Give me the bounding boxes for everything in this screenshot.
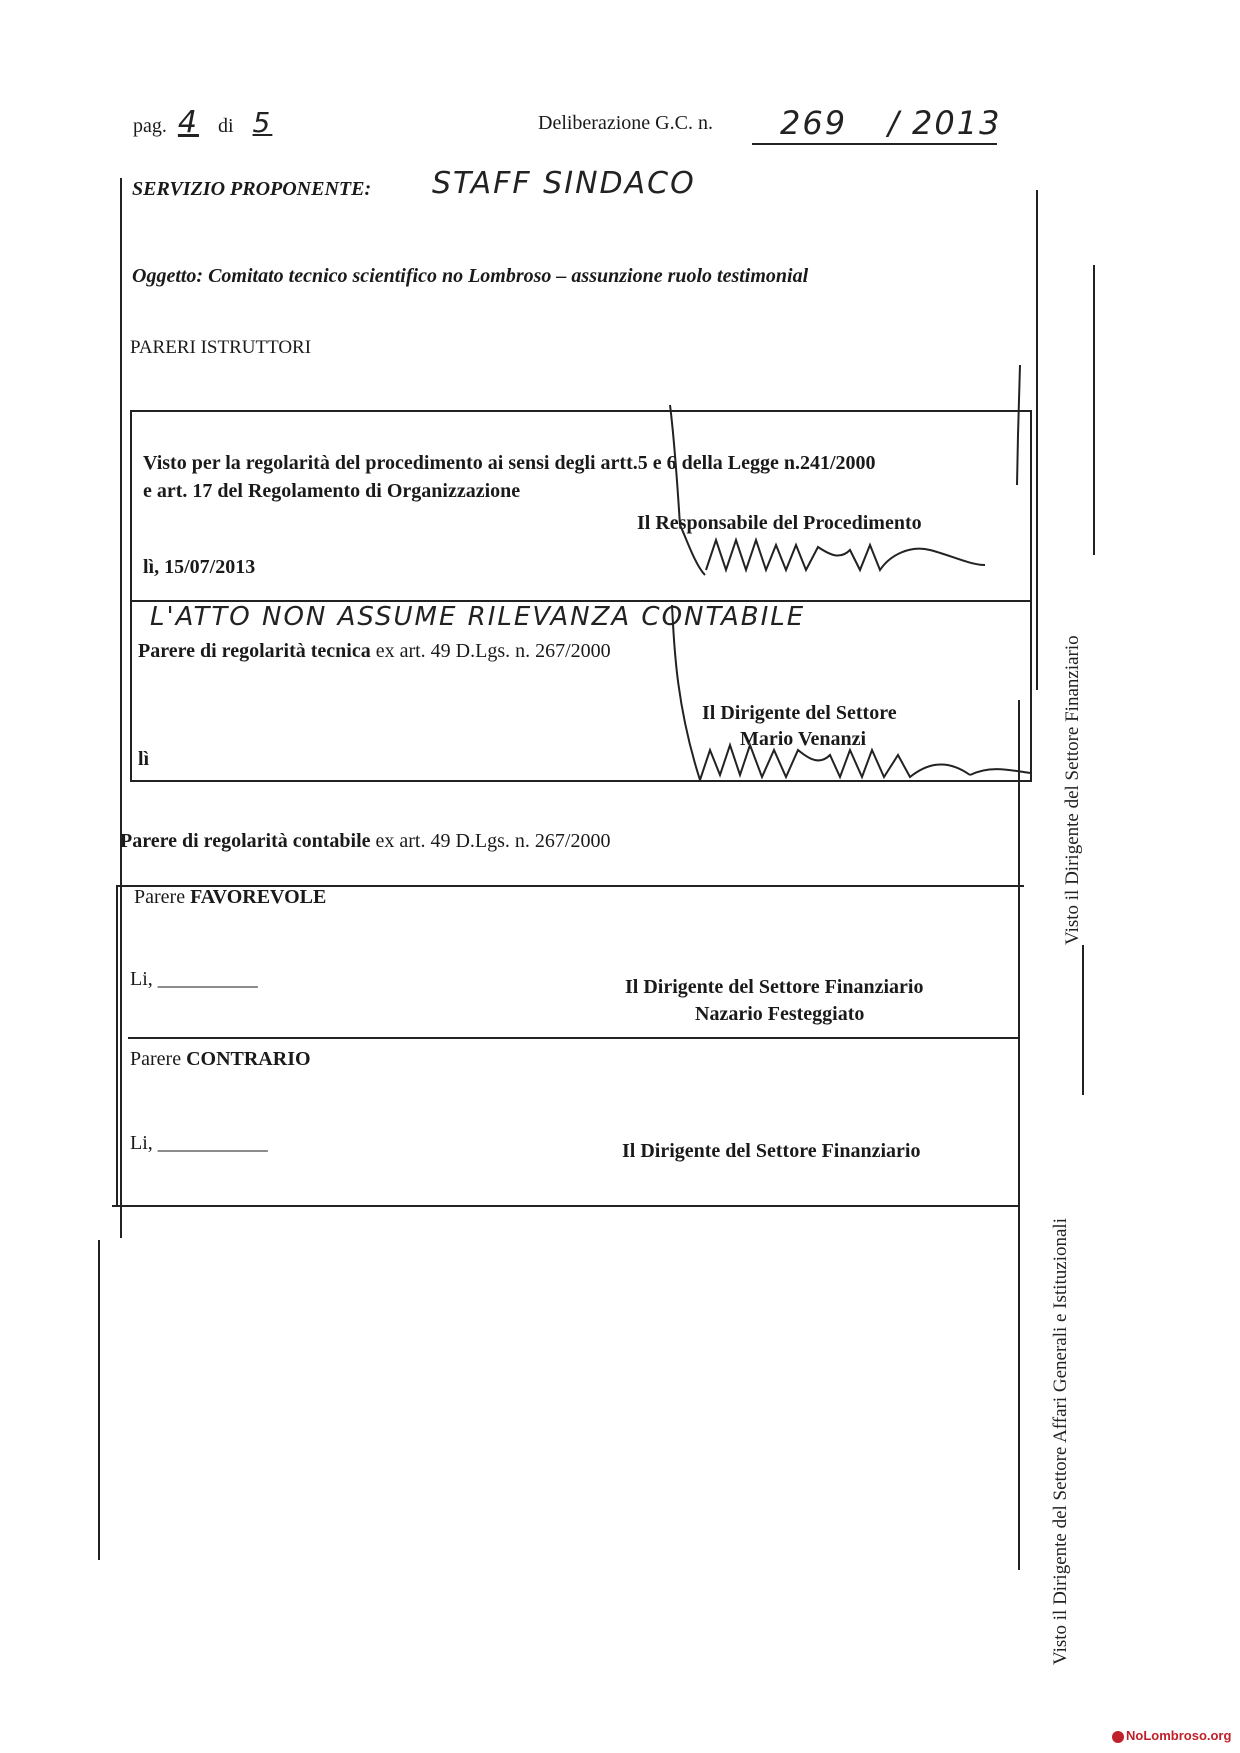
page-prefix: pag. — [133, 115, 167, 137]
signature-scribbles — [670, 405, 1030, 795]
delib-num: 269 — [780, 104, 848, 142]
signer1-name: Nazario Festeggiato — [695, 1003, 865, 1025]
contabile-bold: Parere di regolarità contabile — [120, 830, 371, 852]
box1-signer: Il Responsabile del Procedimento — [637, 512, 922, 534]
watermark-logo-icon — [1112, 1731, 1124, 1743]
delib-label: Deliberazione G.C. n. — [538, 112, 713, 134]
li-1: Li, __________ — [130, 968, 258, 990]
box2-handwritten: L'ATTO NON ASSUME RILEVANZA CONTABILE — [150, 602, 806, 632]
fav-prefix: Parere — [134, 886, 191, 908]
page-of: di — [217, 115, 234, 137]
signer1-title: Il Dirigente del Settore Finanziario — [625, 976, 924, 998]
side-line-2 — [1082, 945, 1084, 1095]
side-line-1 — [1093, 265, 1095, 555]
delib-underline — [752, 143, 997, 145]
box1-line1: Visto per la regolarità del procedimento ai sensi degli artt.5 e 6 della Legge n.241/2000 — [143, 452, 876, 474]
watermark — [1112, 1728, 1231, 1743]
frame-right-lower — [1018, 700, 1020, 1570]
box2-parere-rest: ex art. 49 D.Lgs. n. 267/2000 — [370, 640, 611, 662]
parere-favorevole — [134, 886, 326, 909]
contabile-rest: ex art. 49 D.Lgs. n. 267/2000 — [370, 830, 611, 852]
servizio-label: SERVIZIO PROPONENTE: — [132, 178, 372, 200]
side-affari: Visto il Dirigente del Settore Affari Generali e Istituzionali — [1050, 1218, 1071, 1665]
con-prefix: Parere — [130, 1048, 187, 1070]
servizio-value: STAFF SINDACO — [432, 166, 696, 201]
delib-year: 2013 — [912, 104, 1002, 142]
frame-left-lower — [98, 1240, 100, 1560]
box2-parere — [138, 640, 611, 663]
signature-tail — [970, 769, 1030, 775]
watermark-text: NoLombroso.org — [1126, 1728, 1232, 1743]
side-finanziario: Visto il Dirigente del Settore Finanziario — [1062, 635, 1083, 945]
box1-date: lì, 15/07/2013 — [143, 556, 256, 578]
box2-parere-bold: Parere di regolarità tecnica — [138, 640, 371, 662]
box2-signer-name: Mario Venanzi — [740, 728, 867, 750]
parere-contrario — [130, 1048, 311, 1071]
signer2-title: Il Dirigente del Settore Finanziario — [622, 1140, 921, 1162]
page-num: 4 — [177, 105, 199, 140]
pareri-title: PARERI ISTRUTTORI — [130, 337, 312, 358]
box2-signer-title: Il Dirigente del Settore — [702, 702, 897, 724]
page-number — [133, 105, 272, 140]
con-word: CONTRARIO — [186, 1048, 311, 1070]
box3-divider — [128, 1037, 1020, 1039]
fav-word: FAVOREVOLE — [190, 886, 327, 908]
page-total: 5 — [252, 106, 273, 139]
frame-right-upper — [1036, 190, 1038, 690]
oggetto: Oggetto: Comitato tecnico scientifico no Lombroso – assunzione ruolo testimonial — [132, 265, 809, 287]
box3-left — [116, 885, 118, 1205]
frame-left — [120, 178, 122, 1238]
box2-li: lì — [138, 748, 150, 770]
signature-procedimento — [670, 365, 1020, 575]
box3-bottom — [112, 1205, 1018, 1207]
contabile-title — [120, 830, 610, 853]
delib-sep: / — [888, 104, 901, 142]
box1-line2: e art. 17 del Regolamento di Organizzazione — [143, 480, 521, 502]
li-2: Li, ___________ — [130, 1132, 268, 1154]
signature-dirigente — [672, 605, 970, 780]
